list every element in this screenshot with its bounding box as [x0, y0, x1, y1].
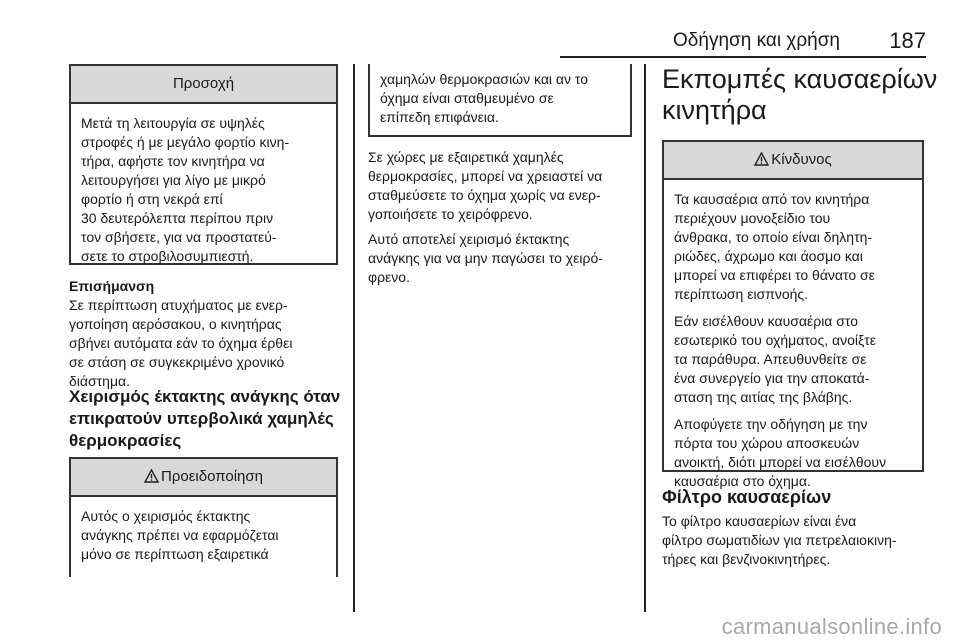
danger-box-title — [664, 142, 922, 180]
text-line: Σε χώρες με εξαιρετικά χαμηλές — [368, 149, 564, 165]
text-line: γοποίηση αερόσακου, ο κινητήρας — [69, 316, 282, 332]
text-line: σταθμεύσετε το όχημα χωρίς να ενερ- — [368, 187, 601, 203]
danger-title-text: Κίνδυνος — [771, 151, 832, 168]
text-line: Το φίλτρο καυσαερίων είναι ένα — [662, 513, 857, 529]
watermark: carmanualsonline.info — [721, 614, 942, 639]
text-line: Αυτός ο χειρισμός έκτακτης — [81, 508, 251, 524]
heading-line: θερμοκρασίες — [69, 431, 182, 450]
column-divider-left — [353, 64, 355, 612]
warning-box-title — [71, 459, 336, 497]
paragraph — [368, 230, 638, 287]
text-line: Μετά τη λειτουργία σε υψηλές — [81, 115, 265, 131]
text-line: θερμοκρασίες, μπορεί να χρειαστεί να — [368, 168, 603, 184]
text-line: τον σβήσετε, για να προστατεύ- — [81, 229, 277, 245]
page-number: 187 — [889, 28, 926, 53]
caution-box-body — [71, 104, 336, 282]
text-line: άνθρακα, το οποίο είναι δηλητη- — [674, 229, 873, 245]
paragraph — [368, 148, 638, 224]
text-line: πόρτα του χώρου αποσκευών — [674, 435, 860, 451]
header-rule — [560, 56, 926, 58]
caution-box-title: Προσοχή — [71, 66, 336, 104]
column2-text — [368, 148, 638, 293]
page-header — [560, 14, 926, 58]
heading-line: Εκπομπές καυσαερίων — [662, 64, 938, 94]
text-line: σε στάση σε συγκεκριμένο χρονικό — [69, 354, 285, 370]
text-line: στροφές ή με μεγάλο φορτίο κινη- — [81, 134, 290, 150]
paragraph — [674, 415, 914, 491]
sub-heading-exhaust-filter: Φίλτρο καυσαερίων — [662, 487, 832, 507]
heading-line: κινητήρα — [662, 95, 767, 125]
text-line: Εάν εισέλθουν καυσαέρια στο — [674, 313, 859, 329]
text-line: επίπεδη επιφάνεια. — [380, 109, 499, 125]
note-label: Επισήμανση — [69, 278, 155, 294]
text-line: όχημα είναι σταθμευμένο σε — [380, 90, 554, 106]
text-line: φρενο. — [368, 269, 410, 285]
column-divider-right — [644, 64, 646, 612]
text-line: εσωτερικό του οχήματος, ανοίξτε — [674, 332, 877, 348]
text-line: φορτίο ή στη νεκρά επί — [81, 191, 223, 207]
text-line: ανάγκης για να μην παγώσει το χειρό- — [368, 250, 603, 266]
paragraph — [674, 312, 914, 407]
main-heading-emissions — [662, 64, 947, 126]
warning-box-continued-body — [370, 64, 630, 135]
running-title: Οδήγηση και χρήση — [673, 30, 840, 51]
text-line: 30 δευτερόλεπτα περίπου πριν — [81, 210, 274, 226]
text-line: χαμηλών θερμοκρασιών και αν το — [380, 71, 589, 87]
text-line: περιέχουν μονοξείδιο του — [674, 210, 831, 226]
paragraph — [674, 190, 914, 304]
text-line: περίπτωση εισπνοής. — [674, 286, 809, 302]
text-line: καυσαέρια στο όχημα. — [674, 473, 811, 489]
warning-box — [69, 457, 338, 577]
text-line: ένα συνεργείο για την αποκατά- — [674, 370, 870, 386]
note-body — [69, 296, 349, 391]
text-line: τήρα, αφήστε τον κινητήρα να — [81, 153, 265, 169]
section-heading-emergency — [69, 386, 354, 452]
text-line: μόνο σε περίπτωση εξαιρετικά — [81, 546, 269, 562]
text-line: Αυτό αποτελεί χειρισμό έκτακτης — [368, 231, 570, 247]
text-line: τα παράθυρα. Απευθυνθείτε σε — [674, 351, 867, 367]
text-line: σβήνει αυτόματα εάν το όχημα έρθει — [69, 335, 293, 351]
text-line: διάστημα. — [69, 373, 131, 389]
exhaust-filter-text — [662, 512, 952, 569]
text-line: σταση της αιτίας της βλάβης. — [674, 389, 853, 405]
note-block — [69, 277, 349, 391]
text-line: ριώδες, άχρωμο και άοσμο και — [674, 248, 863, 264]
warning-box-body — [71, 497, 336, 572]
warning-triangle-icon — [144, 469, 159, 483]
heading-line: Χειρισμός έκτακτης ανάγκης όταν — [69, 387, 341, 406]
warning-box-continued — [368, 64, 632, 137]
text-line: μπορεί να επιφέρει το θάνατο σε — [674, 267, 875, 283]
text-line: φίλτρο σωματιδίων για πετρελαιοκινη- — [662, 532, 897, 548]
text-line: λειτουργήσει για λίγο με μικρό — [81, 172, 266, 188]
text-line: Τα καυσαέρια από τον κινητήρα — [674, 191, 870, 207]
heading-line: επικρατούν υπερβολικά χαμηλές — [69, 409, 334, 428]
text-line: σετε το στροβιλοσυμπιεστή. — [81, 248, 254, 264]
text-line: γοποιήσετε το χειρόφρενο. — [368, 206, 533, 222]
warning-title-text: Προειδοποίηση — [161, 468, 263, 485]
text-line: τήρες και βενζινοκινητήρες. — [662, 551, 831, 567]
text-line: ανοικτή, διότι μπορεί να εισέλθουν — [674, 454, 887, 470]
text-line: ανάγκης πρέπει να εφαρμόζεται — [81, 527, 279, 543]
warning-triangle-icon — [754, 152, 769, 166]
danger-box — [662, 140, 924, 489]
caution-box — [69, 64, 338, 265]
danger-box-body — [664, 180, 922, 507]
text-line: Σε περίπτωση ατυχήματος με ενερ- — [69, 297, 288, 313]
text-line: Αποφύγετε την οδήγηση με την — [674, 416, 868, 432]
